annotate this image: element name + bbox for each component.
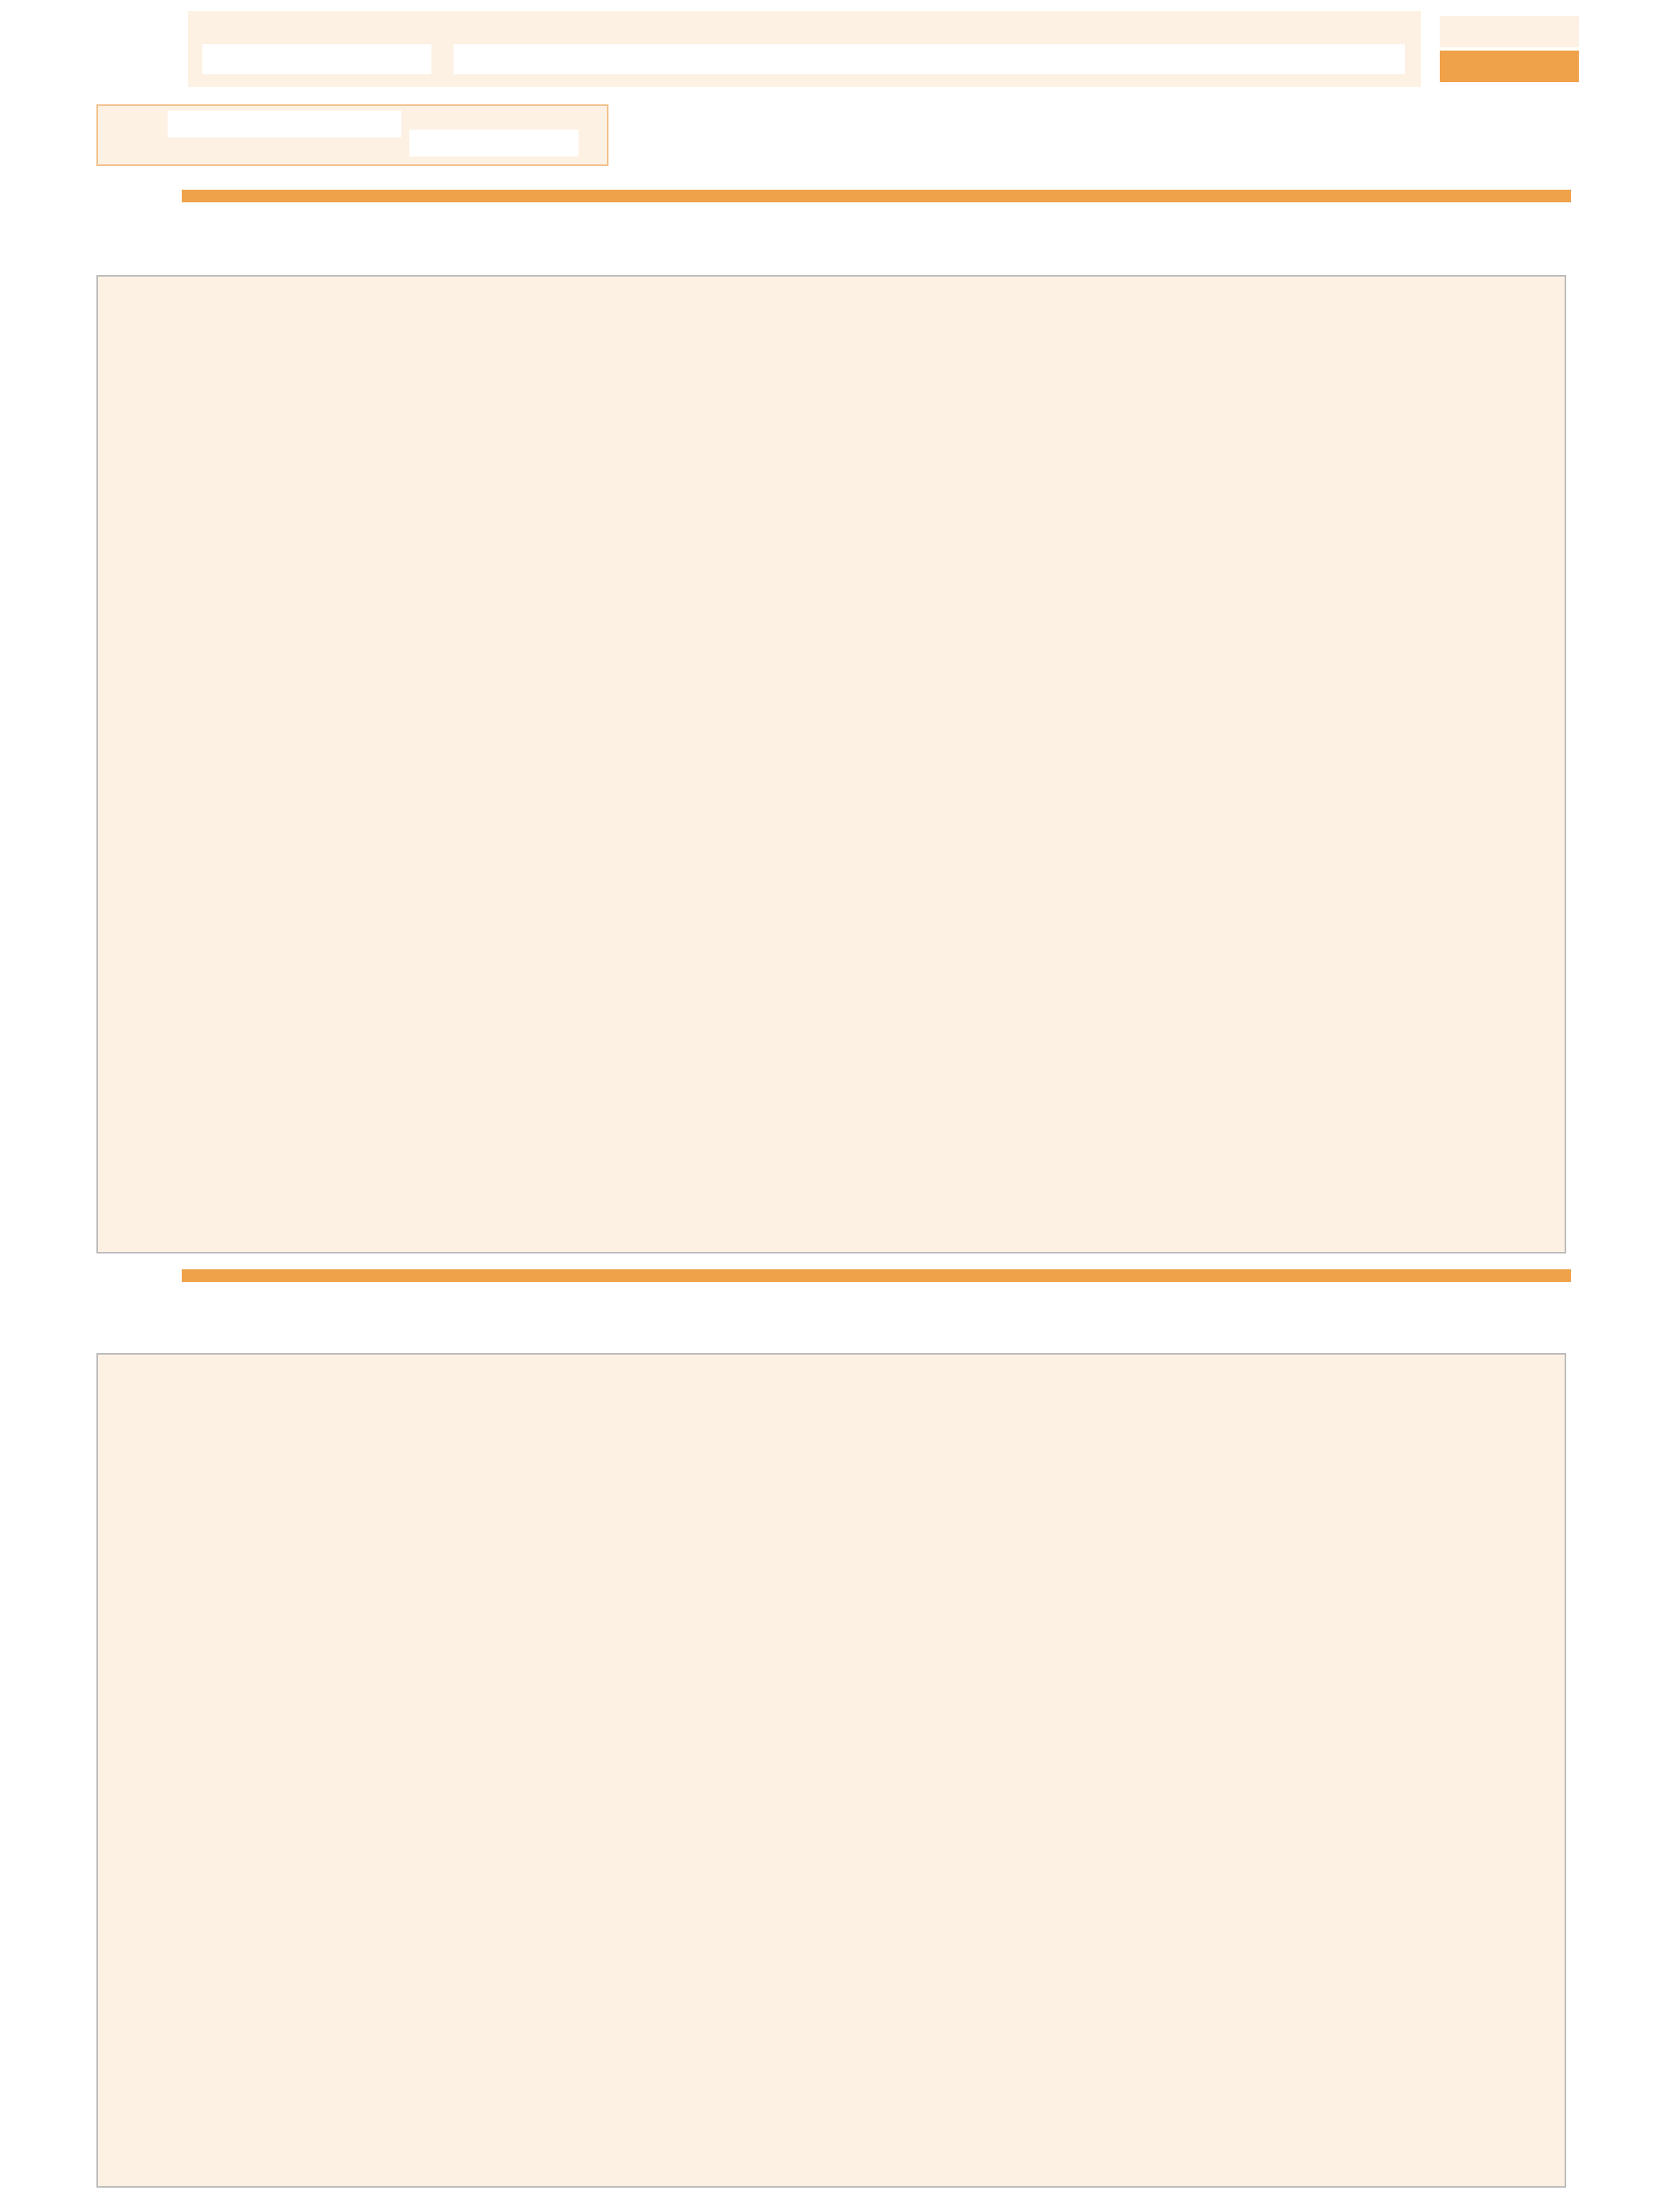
page-tag (1440, 51, 1579, 82)
section2-panel (96, 1353, 1566, 2188)
section2-title (182, 1269, 1571, 1282)
form-year (1440, 16, 1579, 47)
fecha-incorporacion-field[interactable] (409, 130, 578, 156)
section1-panel (96, 275, 1566, 1253)
denominacion-field[interactable] (454, 44, 1405, 74)
nif2-field[interactable] (168, 111, 401, 138)
section1-title (182, 190, 1571, 202)
nif-field[interactable] (202, 44, 431, 74)
